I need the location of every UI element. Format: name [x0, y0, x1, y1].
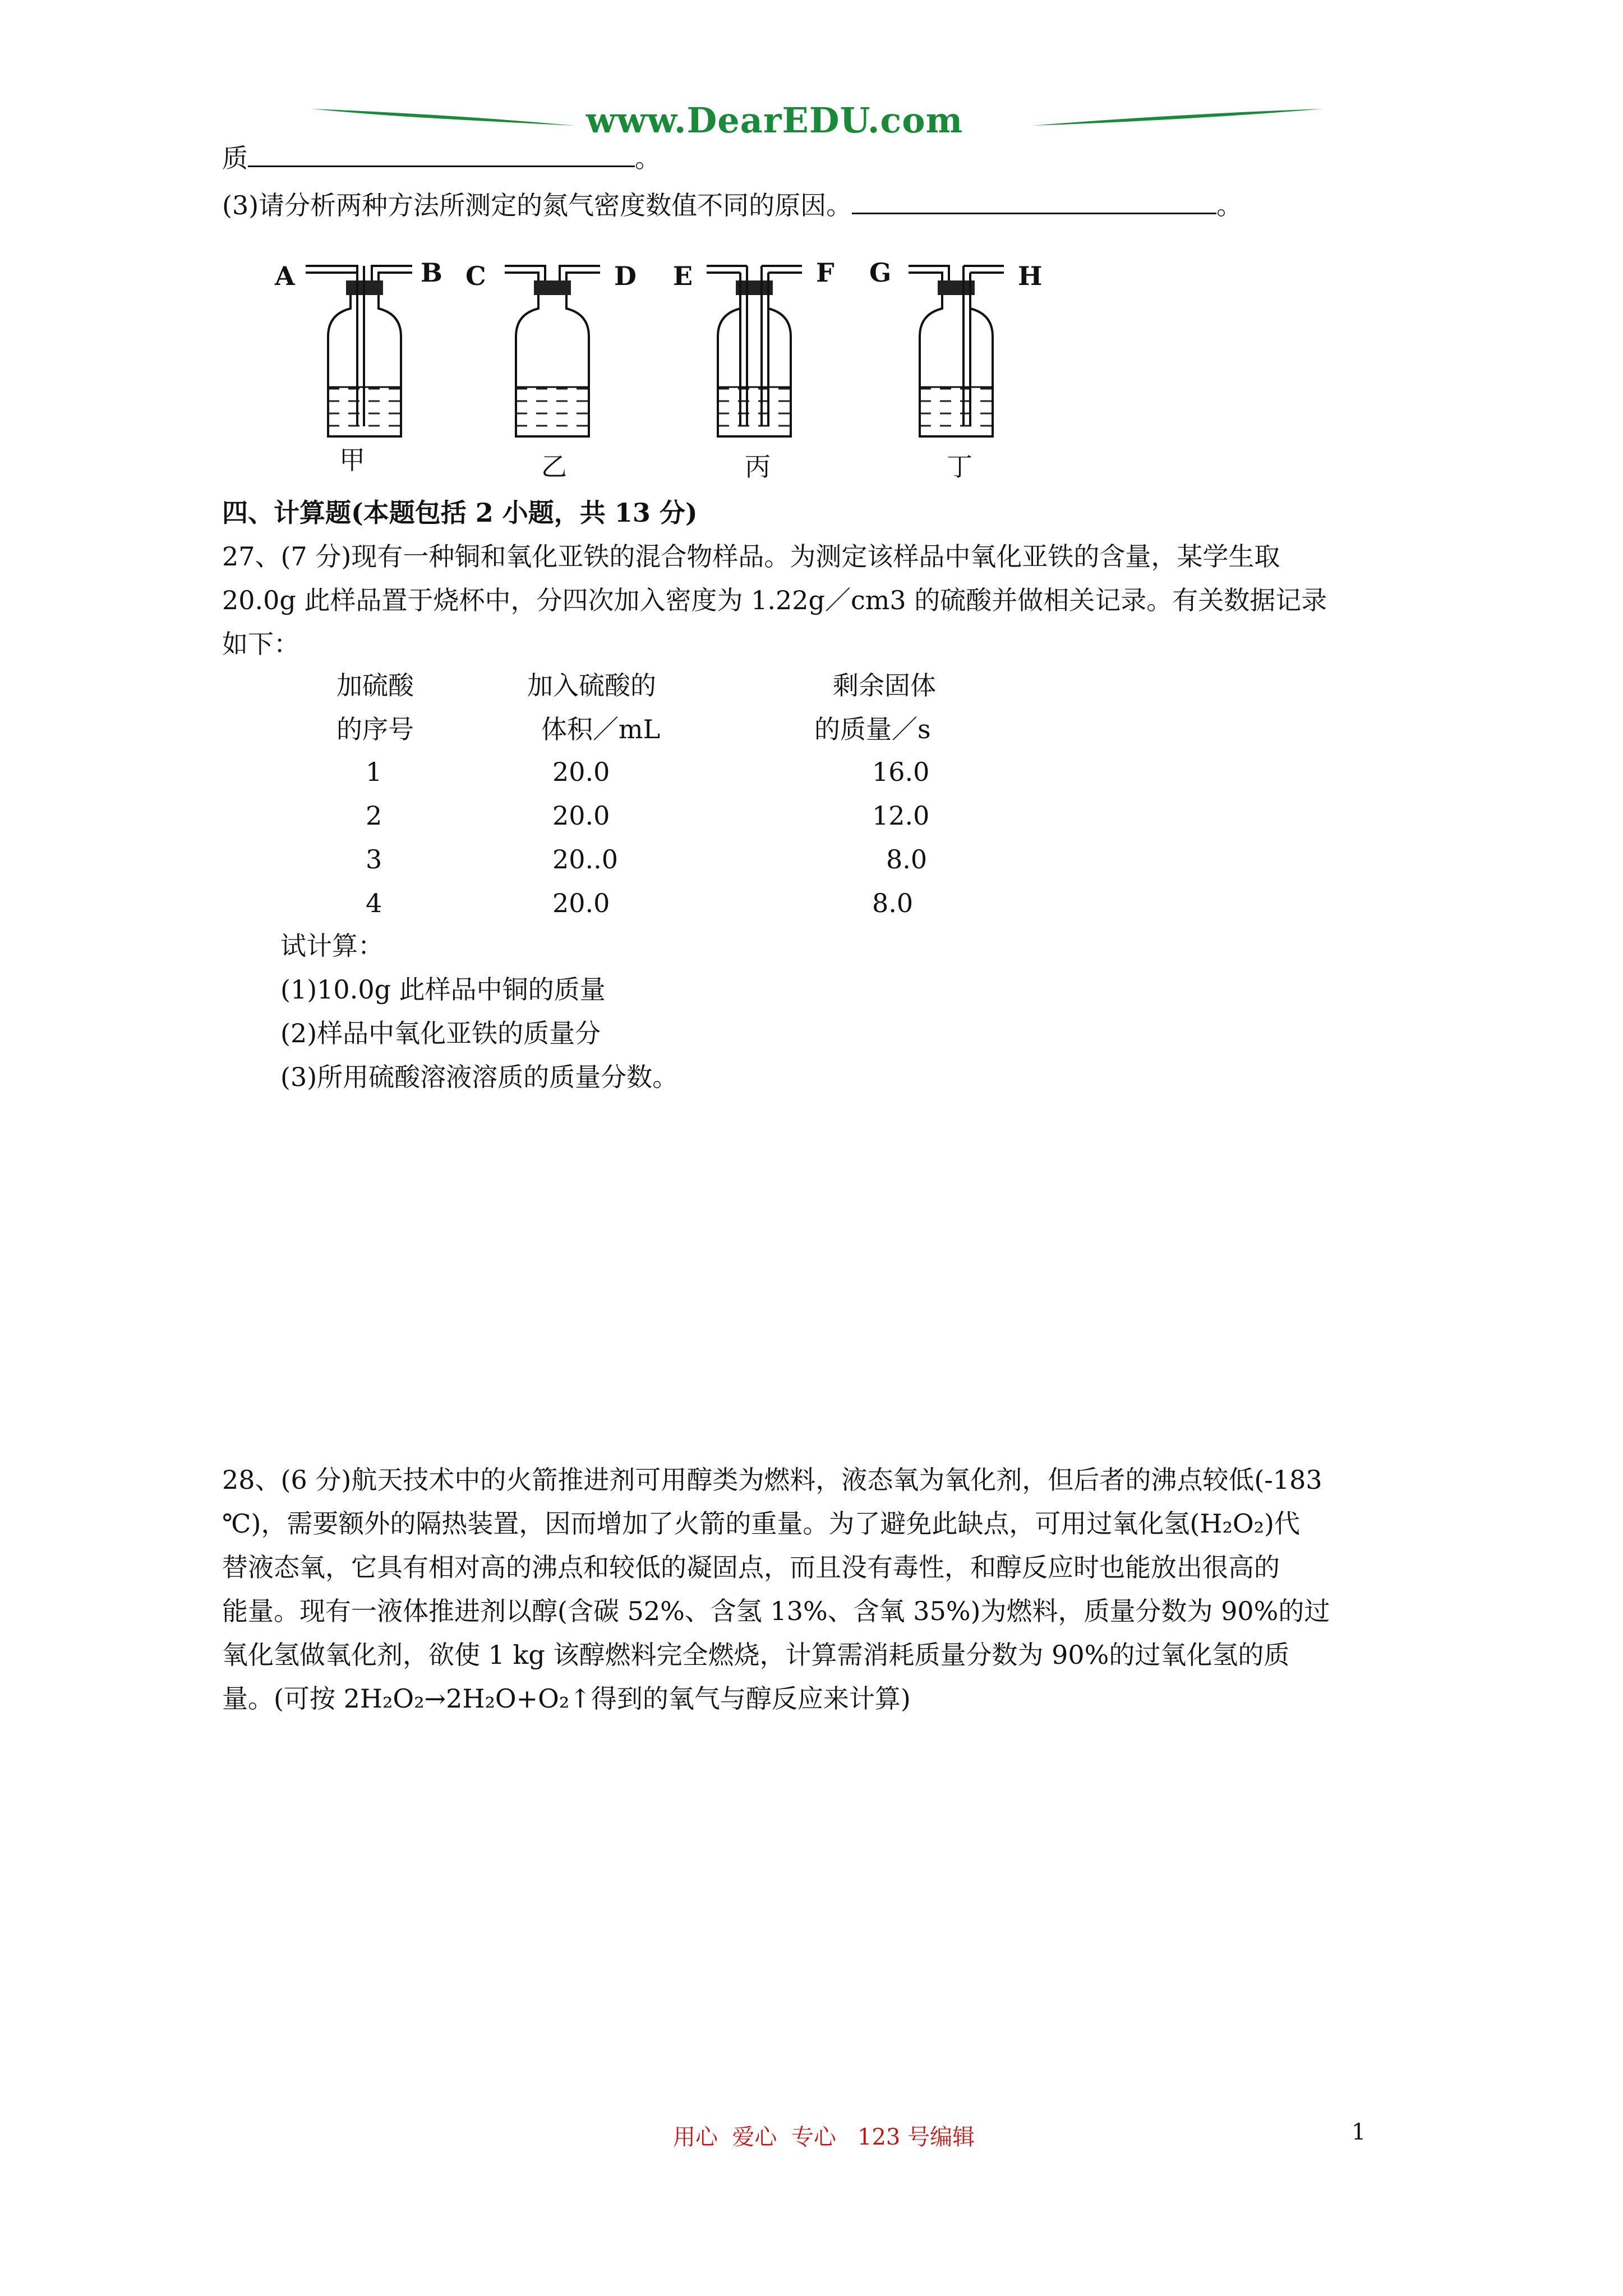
- bottle-name: 乙: [541, 452, 567, 482]
- bottle-jia: [306, 266, 412, 436]
- q28-line: 替液态氧，它具有相对高的沸点和较低的凝固点，而且没有毒性，和醇反应时也能放出很高的: [222, 1552, 1280, 1582]
- q27-line: 27、(7 分)现有一种铜和氧化亚铁的混合物样品。为测定该样品中氧化亚铁的含量，某学生取: [222, 541, 1280, 572]
- table-cell: 4: [366, 888, 382, 918]
- table-header: 体积／mL: [541, 714, 661, 744]
- bottle-yi: [505, 266, 600, 436]
- q27-line: 如下：: [222, 629, 299, 659]
- port-label: C: [465, 261, 486, 291]
- q26-line2-suffix: 。: [1216, 190, 1243, 220]
- table-cell: 8.0: [886, 844, 928, 875]
- table-cell: 20..0: [552, 844, 619, 875]
- gas-bottle-apparatus-figure: [264, 247, 1060, 482]
- table-header: 的质量／s: [814, 714, 931, 744]
- q27-task: 试计算：: [280, 931, 384, 961]
- port-label: G: [869, 257, 892, 288]
- table-cell: 2: [366, 800, 382, 831]
- bottle-name: 丙: [745, 452, 771, 482]
- q27-line: 20.0g 此样品置于烧杯中，分四次加入密度为 1.22g／cm3 的硫酸并做相关记录。有关数据记录: [222, 585, 1327, 615]
- port-label: H: [1018, 261, 1043, 291]
- bottle-name: 甲: [339, 445, 365, 475]
- q27-task: (1)10.0g 此样品中铜的质量: [280, 974, 606, 1005]
- port-label: F: [816, 257, 834, 288]
- table-cell: 20.0: [552, 888, 610, 918]
- bottle-bing: [707, 266, 802, 436]
- q28-line: ℃)，需要额外的隔热装置，因而增加了火箭的重量。为了避免此缺点，可用过氧化氢(H₂O₂)代: [222, 1508, 1301, 1539]
- q26-line1-prefix: 质: [222, 143, 248, 173]
- q26-question-3: (3)请分析两种方法所测定的氮气密度数值不同的原因。: [222, 190, 852, 220]
- answer-blank[interactable]: [248, 143, 635, 167]
- table-cell: 12.0: [872, 800, 930, 831]
- q28-line: 28、(6 分)航天技术中的火箭推进剂可用醇类为燃料，液态氧为氧化剂，但后者的沸点较低(-183: [222, 1465, 1322, 1495]
- table-cell: 1: [366, 757, 382, 787]
- table-header: 剩余固体: [833, 670, 936, 701]
- site-logo[interactable]: www.DearEDU.com: [586, 100, 963, 141]
- header-swoosh-right-icon: [1032, 105, 1324, 139]
- table-cell: 16.0: [872, 757, 930, 787]
- q28-line: 氧化氢做氧化剂，欲使 1 kg 该醇燃料完全燃烧，计算需消耗质量分数为 90%的过氧化氢的质: [222, 1640, 1290, 1670]
- q28-line: 量。(可按 2H₂O₂→2H₂O+O₂↑得到的氧气与醇反应来计算): [222, 1683, 911, 1714]
- q26-line1-suffix: 。: [635, 143, 661, 173]
- port-label: E: [673, 261, 693, 291]
- table-header: 加硫酸: [336, 670, 414, 701]
- q27-task: (3)所用硫酸溶液溶质的质量分数。: [280, 1062, 679, 1092]
- bottle-name: 丁: [947, 452, 972, 482]
- q28-line: 能量。现有一液体推进剂以醇(含碳 52%、含氢 13%、含氧 35%)为燃料，质量分数为 90%的过: [222, 1596, 1330, 1626]
- table-cell: 20.0: [552, 757, 610, 787]
- q26-line1: [222, 141, 661, 175]
- section-title: 四、计算题(本题包括 2 小题，共 13 分): [222, 498, 698, 528]
- table-cell: 8.0: [872, 888, 914, 918]
- table-cell: 3: [366, 844, 382, 875]
- table-header: 加入硫酸的: [527, 670, 656, 701]
- page-number: 1: [1352, 2119, 1366, 2145]
- table-cell: 20.0: [552, 800, 610, 831]
- q27-task: (2)样品中氧化亚铁的质量分: [280, 1018, 601, 1048]
- port-label: B: [421, 257, 442, 288]
- port-label: A: [275, 261, 295, 291]
- footer-text: 用心 爱心 专心 123 号编辑: [673, 2124, 975, 2150]
- bottle-ding: [909, 266, 1004, 436]
- header-swoosh-left-icon: [311, 105, 575, 139]
- table-header: 的序号: [336, 714, 414, 744]
- port-label: D: [614, 261, 637, 291]
- answer-blank[interactable]: [852, 190, 1216, 214]
- gas-bottles-icon: [264, 247, 1060, 482]
- q26-line2: [222, 188, 1242, 222]
